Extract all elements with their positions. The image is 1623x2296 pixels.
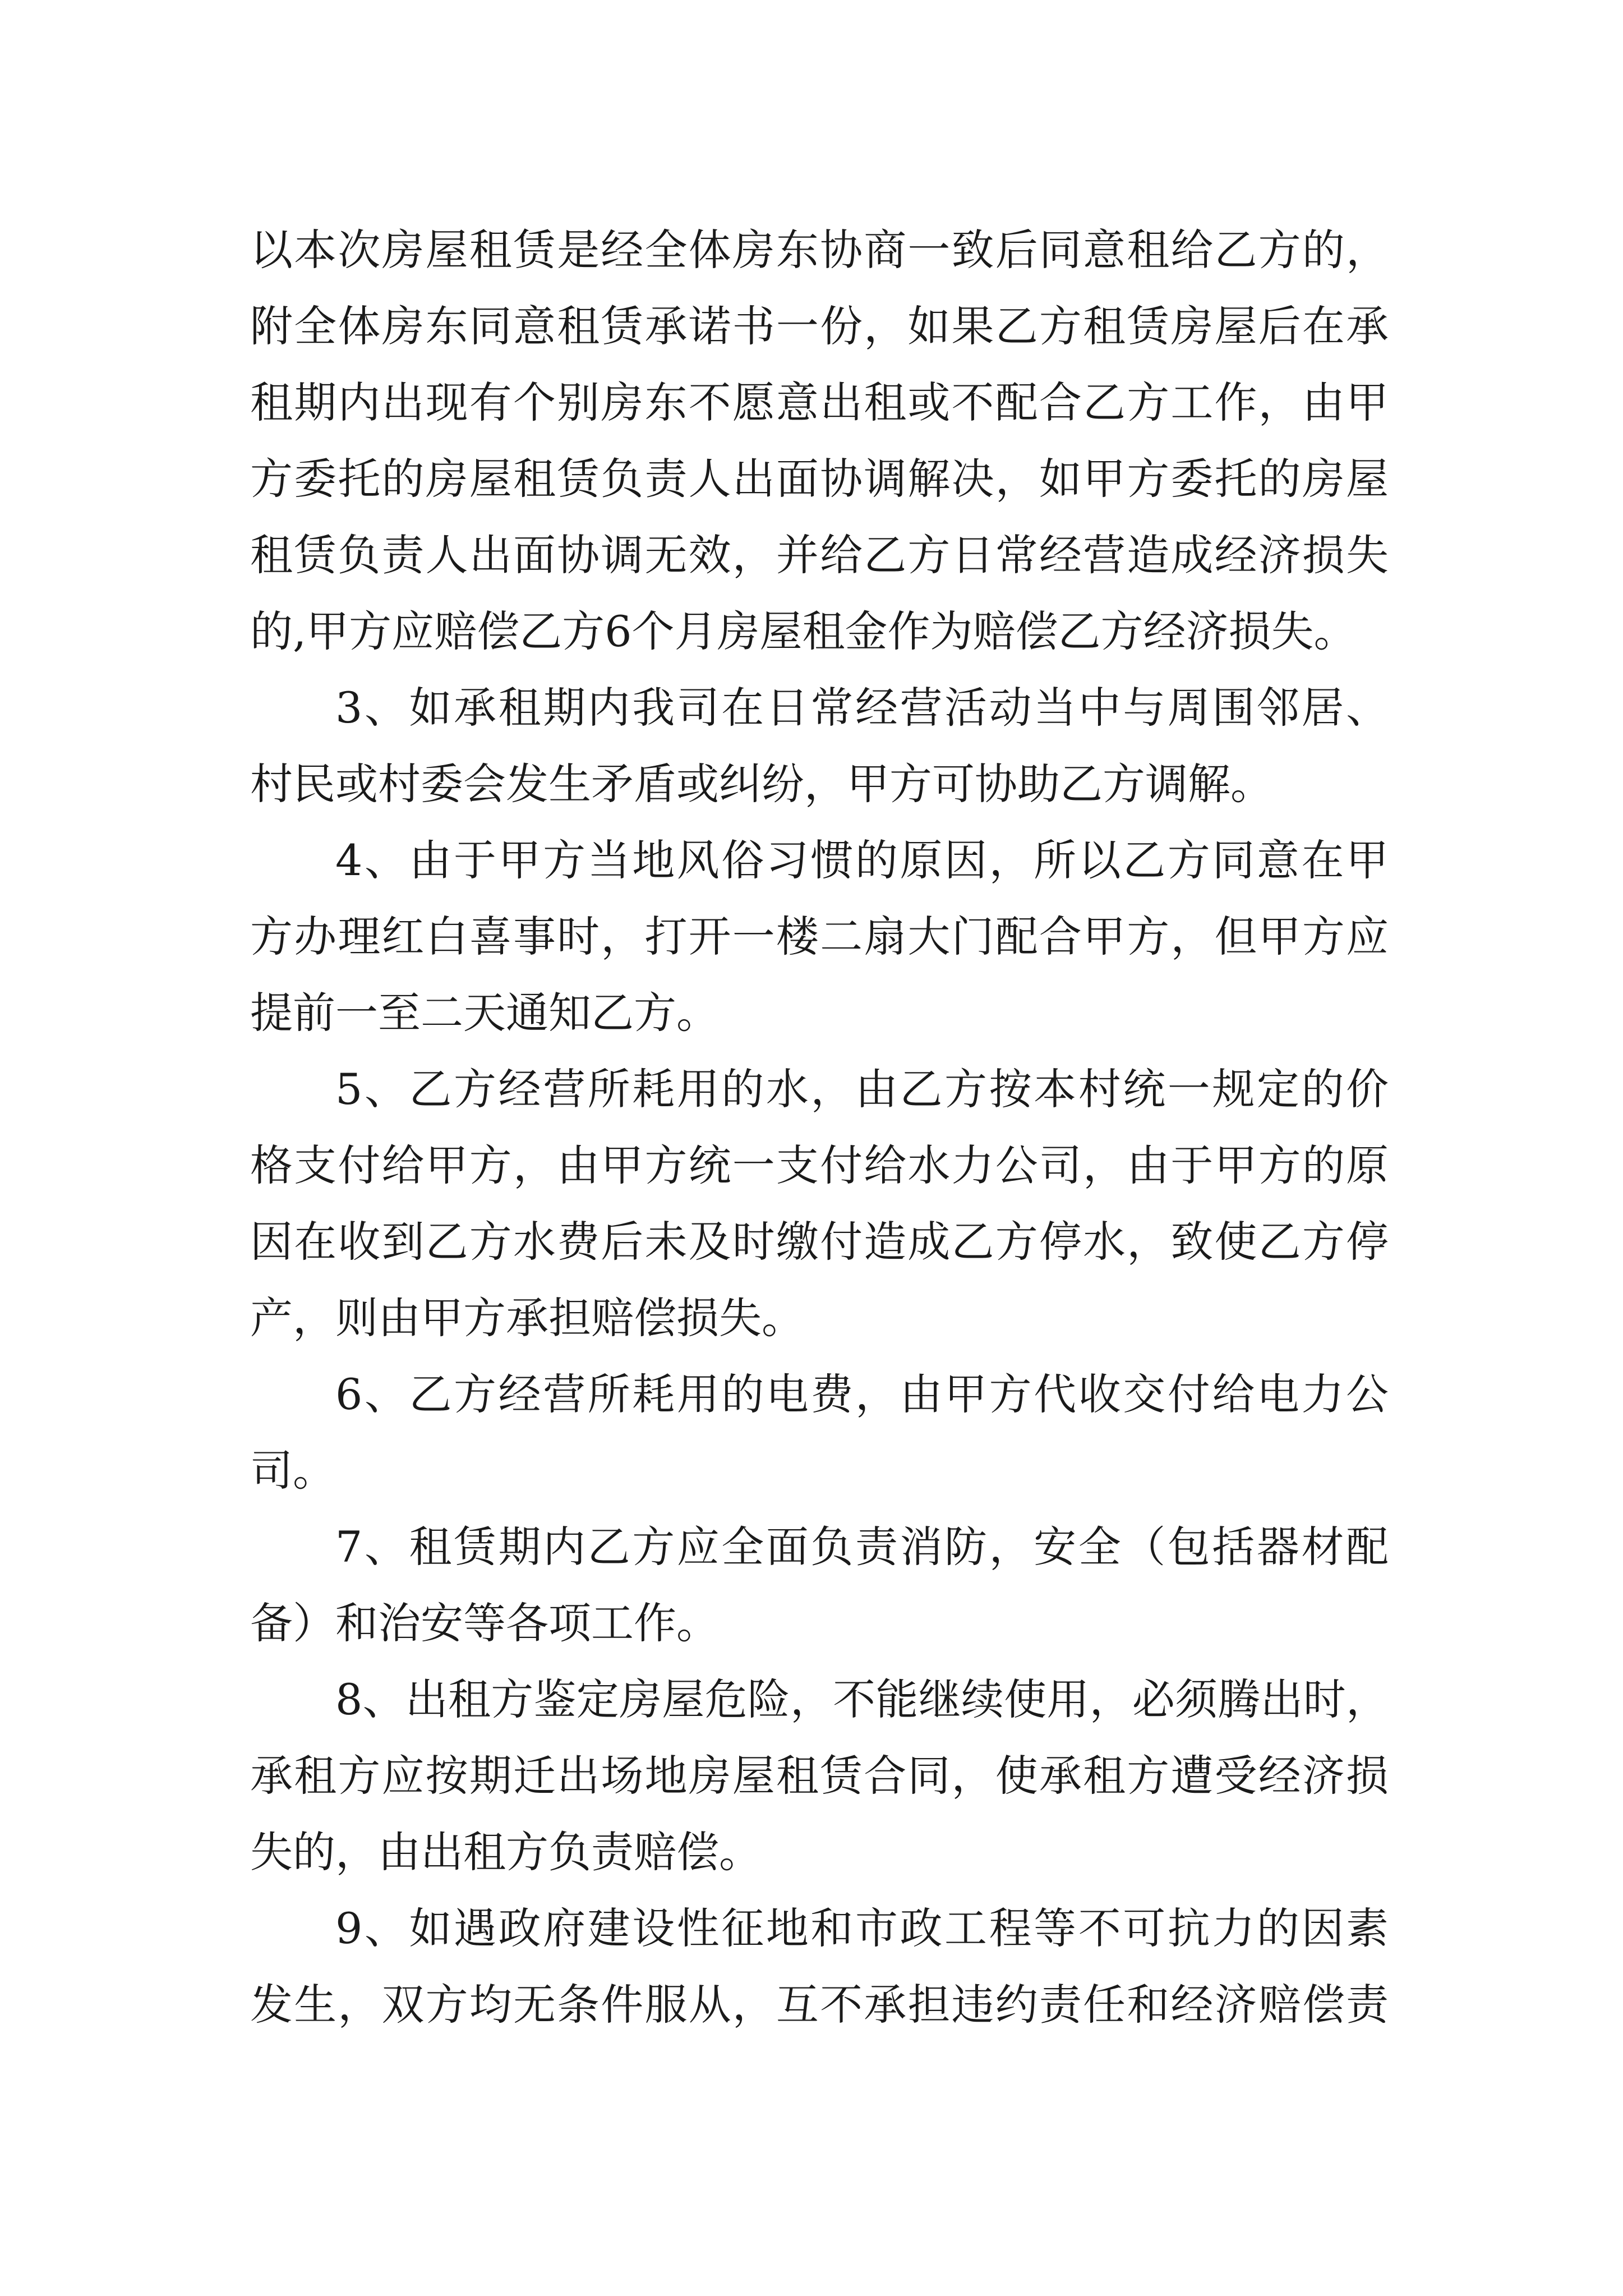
text-line: 以本次房屋租赁是经全体房东协商一致后同意租给乙方的， xyxy=(250,225,1389,275)
clause-3 xyxy=(250,670,1389,822)
paragraph-continuation xyxy=(250,212,1389,670)
text-line: 附全体房东同意租赁承诺书一份，如果乙方租赁房屋后在承 xyxy=(250,301,1389,351)
text-line: 发生，双方均无条件服从，互不承担违约责任和经济赔偿责 xyxy=(250,1980,1389,2030)
text-line: 因在收到乙方水费后未及时缴付造成乙方停水，致使乙方停 xyxy=(250,1217,1389,1267)
text-line: 8、出租方鉴定房屋危险，不能继续使用，必须腾出时， xyxy=(335,1674,1389,1724)
text-line: 失的，由出租方负责赔偿。 xyxy=(250,1827,762,1877)
text-line: 提前一至二天通知乙方。 xyxy=(250,988,719,1038)
clause-8 xyxy=(250,1662,1389,1890)
text-line: 承租方应按期迁出场地房屋租赁合同，使承租方遭受经济损 xyxy=(250,1751,1389,1801)
clause-9 xyxy=(250,1890,1389,2043)
text-line: 3、如承租期内我司在日常经营活动当中与周围邻居、 xyxy=(335,683,1389,733)
text-line: 司。 xyxy=(250,1446,335,1496)
text-line: 5、乙方经营所耗用的水，由乙方按本村统一规定的价 xyxy=(335,1064,1389,1114)
text-line: 方委托的房屋租赁负责人出面协调解决，如甲方委托的房屋 xyxy=(250,454,1389,504)
text-line: 格支付给甲方，由甲方统一支付给水力公司，由于甲方的原 xyxy=(250,1140,1389,1190)
text-line: 备）和治安等各项工作。 xyxy=(250,1598,719,1648)
text-line: 方办理红白喜事时，打开一楼二扇大门配合甲方，但甲方应 xyxy=(250,912,1389,961)
clause-4 xyxy=(250,822,1389,1051)
text-line: 4、由于甲方当地风俗习惯的原因，所以乙方同意在甲 xyxy=(335,835,1389,885)
clause-7 xyxy=(250,1509,1389,1662)
clause-5 xyxy=(250,1051,1389,1356)
text-line: 的,甲方应赔偿乙方6个月房屋租金作为赔偿乙方经济损失。 xyxy=(250,606,1357,656)
text-line: 9、如遇政府建设性征地和市政工程等不可抗力的因素 xyxy=(335,1903,1389,1953)
text-line: 产，则由甲方承担赔偿损失。 xyxy=(250,1293,804,1343)
text-line: 村民或村委会发生矛盾或纠纷，甲方可协助乙方调解。 xyxy=(250,759,1273,809)
text-line: 7、租赁期内乙方应全面负责消防，安全（包括器材配 xyxy=(335,1522,1389,1572)
text-line: 租期内出现有个别房东不愿意出租或不配合乙方工作，由甲 xyxy=(250,378,1389,427)
document-body xyxy=(250,212,1389,2043)
clause-6 xyxy=(250,1356,1389,1509)
text-line: 租赁负责人出面协调无效，并给乙方日常经营造成经济损失 xyxy=(250,530,1389,580)
text-line: 6、乙方经营所耗用的电费，由甲方代收交付给电力公 xyxy=(335,1369,1389,1419)
